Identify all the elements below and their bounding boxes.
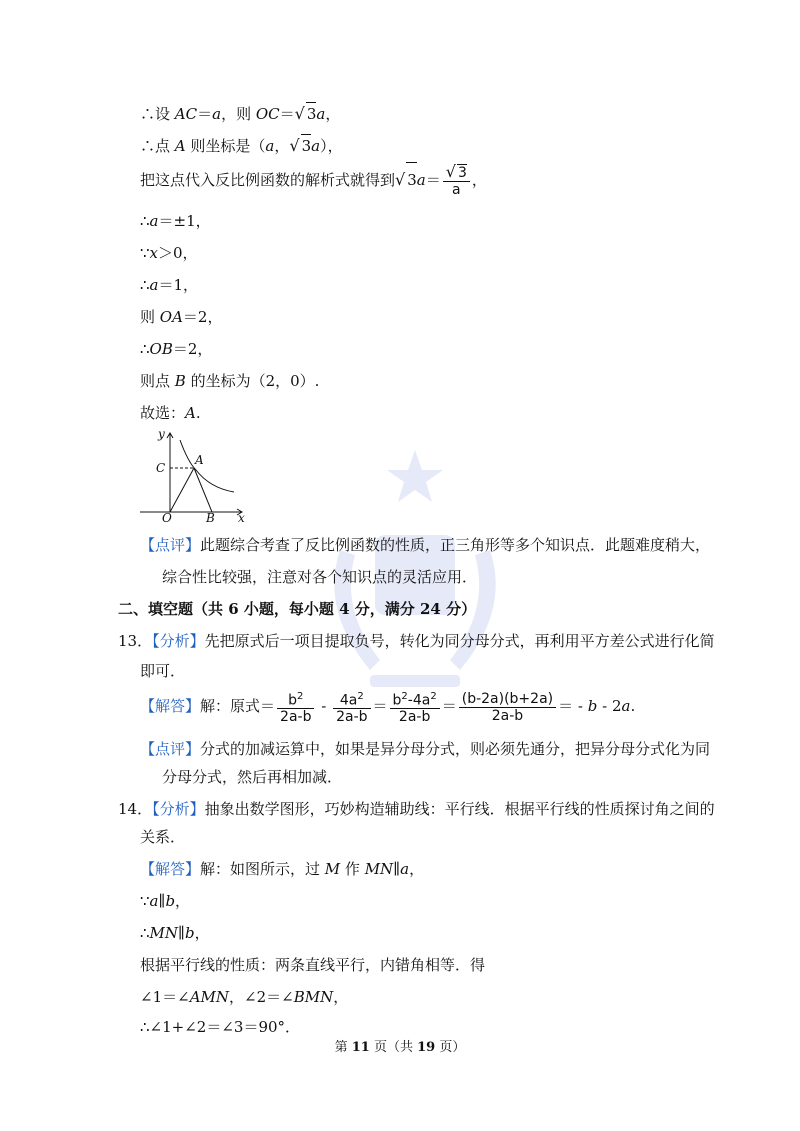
label-b: B (206, 511, 215, 524)
page-footer: 第 11 页（共 19 页） (334, 1040, 466, 1055)
q14-answer-line-2: ∵a∥b， (140, 892, 191, 910)
sqrt-sign: √ (395, 170, 406, 189)
label-x: x (238, 511, 245, 524)
label-o: O (162, 511, 172, 524)
q14-answer-line-3: ∴MN∥b， (140, 924, 210, 942)
label-c: C (156, 461, 166, 475)
label-y: y (158, 428, 165, 441)
comment-tag: 【点评】 (140, 536, 201, 554)
q14-analysis-line-2: 关系． (140, 828, 186, 846)
inverse-function-figure (138, 428, 250, 524)
sqrt-sign: √ (289, 136, 300, 155)
q13-analysis-line-1: 13．【分析】先把原式后一项目提取负号，转化为同分母分式，再利用平方差公式进行化简 (118, 632, 715, 650)
q13-comment-line-2: 分母分式，然后再相加减． (162, 768, 343, 786)
q14-analysis-line-1: 14．【分析】抽象出数学图形，巧妙构造辅助线：平行线．根据平行线的性质探讨角之间的 (118, 800, 715, 818)
solution-line-2: ∴点 A 则坐标是（a，√ 3a）， (140, 136, 343, 155)
comment-line-2: 综合性比较强，注意对各个知识点的灵活应用． (162, 568, 478, 586)
q14-answer-line-6: ∴∠1+∠2＝∠3＝90°． (140, 1018, 301, 1036)
q13-answer-line: 【解答】解：原式＝ $\frac{b^2}{2a-b}$ - $\frac{4a^2}{2a-b}$ ＝ $\frac{b^2-4a^2}{2a-b}$ ＝ $\frac{(b-2a)(b+2a)}{2a-b}$ ＝ - b - 2a. (140, 690, 636, 726)
hyperbola-curve (180, 440, 234, 492)
q14-answer-line-4: 根据平行线的性质：两条直线平行，内错角相等．得 (140, 956, 486, 974)
q13-comment-line-1: 【点评】分式的加减运算中，如果是异分母分式，则必须先通分，把异分母分式化为同 (140, 740, 711, 758)
solution-line-8: ∴OB＝2， (140, 340, 213, 358)
label-a: A (195, 453, 204, 467)
current-page: 11 (351, 1040, 370, 1055)
solution-line-10: 故选：A. (140, 404, 201, 422)
sqrt-sign: √ (294, 104, 305, 123)
solution-line-5: ∵x＞0， (140, 244, 198, 262)
segment-ab (194, 468, 212, 512)
section-heading: 二、填空题（共 6 小题，每小题 4 分，满分 24 分） (118, 600, 477, 618)
q14-answer-line-1: 【解答】解：如图所示，过 M 作 MN∥a， (140, 860, 425, 878)
solution-line-7: 则 OA＝2， (140, 308, 223, 326)
solution-line-1: ∴设 AC＝a，则 OC＝√ 3a， (140, 104, 341, 123)
segment-oa (170, 468, 194, 512)
solution-line-9: 则点 B 的坐标为（2，0）. (140, 372, 320, 390)
solution-line-6: ∴a＝1， (140, 276, 199, 294)
q13-analysis-line-2: 即可． (140, 662, 186, 680)
solution-line-4: ∴a＝±1， (140, 212, 211, 230)
comment-line-1: 【点评】此题综合考查了反比例函数的性质，正三角形等多个知识点．此题难度稍大， (140, 536, 711, 554)
fraction-2: $\frac{4a^2}{2a-b}$ (333, 689, 370, 726)
q14-answer-line-5: ∠1＝∠AMN，∠2＝∠BMN， (140, 988, 349, 1006)
total-pages: 19 (417, 1040, 436, 1055)
fraction-4: $\frac{(b-2a)(b+2a)}{2a-b}$ (459, 691, 556, 724)
solution-line-3: 把这点代入反比例函数的解析式就得到√ 3a＝ $\frac{√ 3}{a}$ ， (140, 162, 487, 198)
fraction: $\frac{√ 3}{a}$ (443, 164, 470, 198)
fraction-1: $\frac{b^2}{2a-b}$ (277, 689, 314, 726)
fraction-3: $\frac{b^2-4a^2}{2a-b}$ (390, 689, 440, 726)
